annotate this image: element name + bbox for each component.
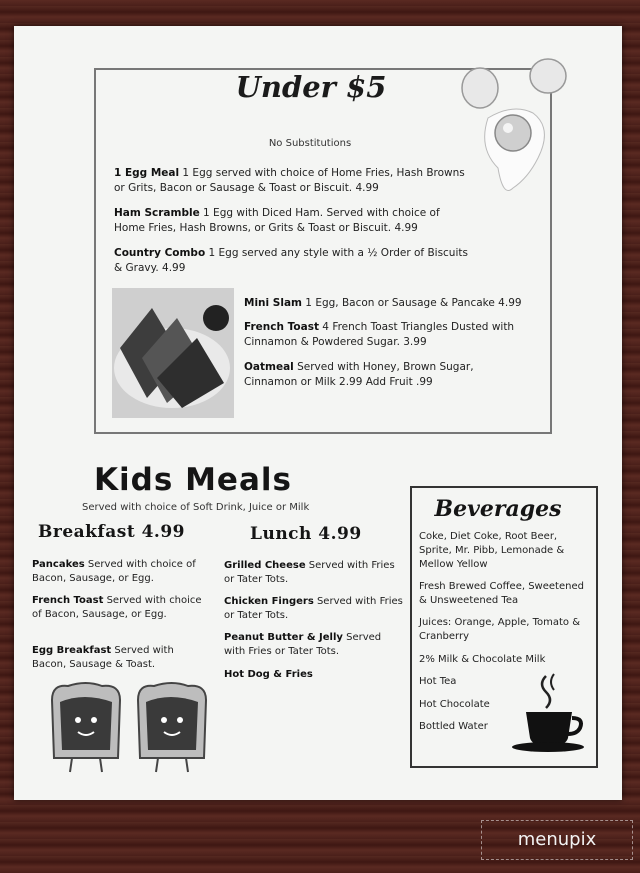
breakfast-heading: Breakfast 4.99 — [38, 522, 186, 542]
beverage-item-hot-tea: Hot Tea — [419, 676, 457, 687]
item-desc: 1 Egg served with choice of Home Fries, Hash Browns or Grits, Bacon or Sausage & Toast or Biscuit. 4.99 — [114, 167, 465, 194]
menupix-watermark: menupix — [481, 820, 633, 860]
item-desc: Served with Honey, Brown Sugar, Cinnamon or Milk 2.99 Add Fruit .99 — [244, 361, 474, 388]
menu-item-country-combo — [114, 246, 476, 276]
toast-character-right — [138, 683, 206, 772]
item-desc: Served with Fries or Tater Tots. — [224, 632, 382, 657]
beverage-item-hot-chocolate: Hot Chocolate — [419, 699, 490, 710]
kids-meals-subtitle: Served with choice of Soft Drink, Juice or Milk — [82, 502, 310, 513]
menu-item-mini-slam — [244, 296, 544, 311]
item-desc: 4 French Toast Triangles Dusted with Cinnamon & Powdered Sugar. 3.99 — [244, 321, 515, 348]
item-desc: 1 Egg served any style with a ½ Order of Biscuits & Gravy. 4.99 — [114, 247, 468, 274]
item-name: French Toast — [244, 321, 319, 333]
item-name: Grilled Cheese — [224, 560, 306, 571]
beverage-item-milk: 2% Milk & Chocolate Milk — [419, 654, 546, 665]
item-desc: 1 Egg, Bacon or Sausage & Pancake 4.99 — [301, 297, 522, 309]
beverage-item-bottled-water: Bottled Water — [419, 721, 488, 732]
item-name: Pancakes — [32, 559, 85, 570]
beverage-item-juices: Juices: Orange, Apple, Tomato & Cranberry — [419, 617, 581, 642]
kids-item-grilled-cheese — [224, 559, 404, 587]
coffee-cup-icon — [510, 672, 586, 754]
beverage-item-coffee-tea: Fresh Brewed Coffee, Sweetened & Unsweetened Tea — [419, 581, 584, 606]
kids-item-pbj — [224, 631, 404, 659]
menu-item-oatmeal — [244, 360, 494, 390]
kids-item-egg-breakfast — [32, 644, 202, 672]
toast-character-left — [52, 683, 120, 772]
item-desc: Served with Fries or Tater Tots. — [224, 596, 403, 621]
item-name: Peanut Butter & Jelly — [224, 632, 343, 643]
item-name: Hot Dog & Fries — [224, 669, 313, 680]
item-desc: Served with Bacon, Sausage & Toast. — [32, 645, 174, 670]
item-name: Egg Breakfast — [32, 645, 112, 656]
item-name: Country Combo — [114, 247, 206, 259]
kids-item-hot-dog — [224, 668, 404, 682]
menu-item-1-egg-meal — [114, 166, 476, 196]
kids-item-pancakes — [32, 558, 202, 586]
item-desc: 1 Egg with Diced Ham. Served with choice of Home Fries, Hash Browns, or Grits & Toast or Biscuit. 4.99 — [114, 207, 440, 234]
no-substitutions-note: No Substitutions — [268, 138, 352, 149]
menu-item-ham-scramble — [114, 206, 466, 236]
item-desc: Served with Fries or Tater Tots. — [224, 560, 395, 585]
beverage-item-sodas: Coke, Diet Coke, Root Beer, Sprite, Mr. Pibb, Lemonade & Mellow Yellow — [419, 531, 565, 570]
item-name: Mini Slam — [244, 297, 302, 309]
lunch-heading: Lunch 4.99 — [250, 524, 362, 544]
french-toast-photo — [112, 288, 234, 418]
kids-item-french-toast — [32, 594, 202, 622]
kids-meals-title: Kids Meals — [94, 462, 292, 498]
item-desc: Served with choice of Bacon, Sausage, or Egg. — [32, 559, 196, 584]
item-name: Chicken Fingers — [224, 596, 314, 607]
item-name: French Toast — [32, 595, 104, 606]
item-name: 1 Egg Meal — [114, 167, 180, 179]
item-name: Ham Scramble — [114, 207, 200, 219]
menu-item-french-toast — [244, 320, 534, 350]
item-desc: Served with choice of Bacon, Sausage, or Egg. — [32, 595, 202, 620]
beverages-title: Beverages — [434, 496, 562, 522]
item-name: Oatmeal — [244, 361, 294, 373]
kids-item-chicken-fingers — [224, 595, 404, 623]
toast-characters-illustration — [44, 680, 214, 776]
under-5-title: Under $5 — [235, 70, 387, 104]
